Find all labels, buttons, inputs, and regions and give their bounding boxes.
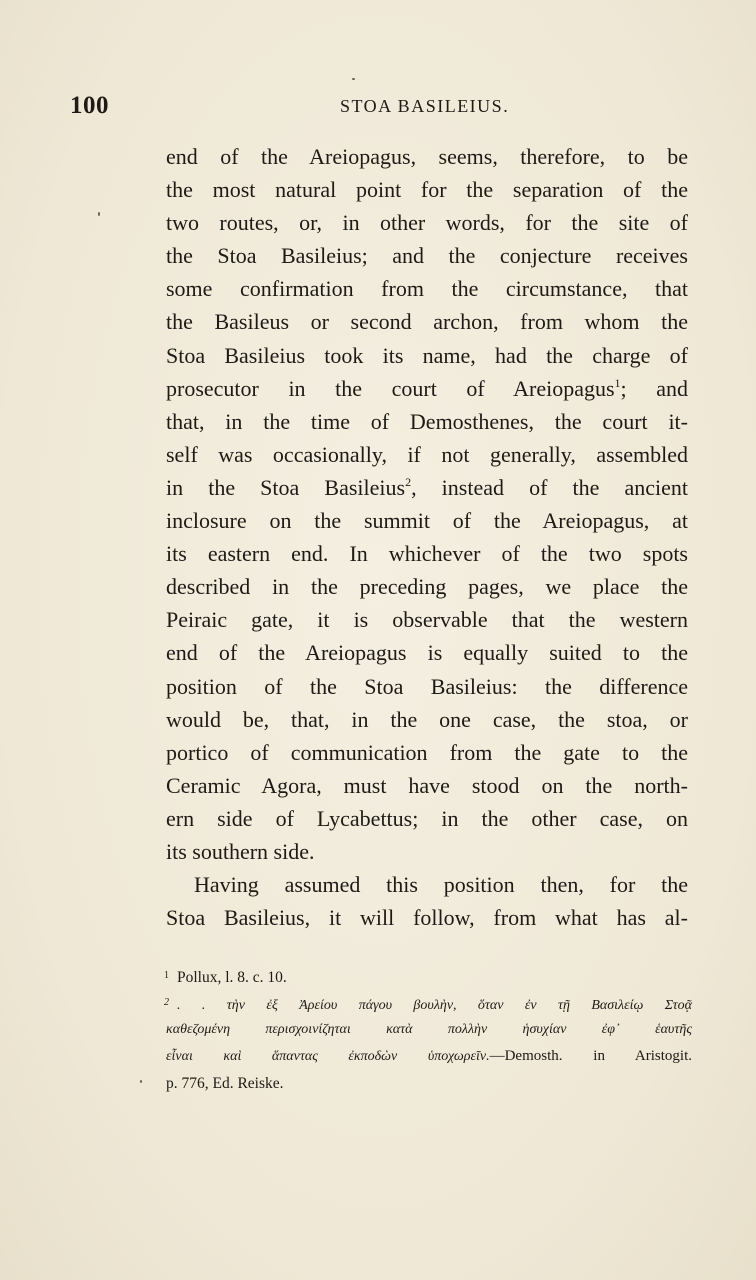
text-line: the most natural point for the separation of the: [166, 177, 688, 203]
text-line: inclosure on the summit of the Areiopagus, at: [166, 508, 688, 534]
text-line: portico of communication from the gate to the: [166, 739, 688, 765]
text-line: position of the Stoa Basileius: the difference: [166, 673, 688, 699]
footnote-text: Pollux, l. 8. c. 10.: [177, 969, 287, 986]
text-line: end of the Areiopagus, seems, therefore, to be: [166, 144, 688, 169]
text-line: self was occasionally, if not generally, assembled: [166, 441, 688, 467]
footnotes: [166, 962, 692, 1097]
footnote-reference-1: 1: [614, 375, 621, 390]
text-line: would be, that, in the one case, the stoa, or: [166, 706, 688, 732]
text-line: the Stoa Basileius; and the conjecture receives: [166, 243, 688, 269]
greek-quotation: καθεζομένη περισχοινίζηται κατὰ πολλὴν ἡσυχίαν ἐφ᾽ ἑαυτῆς: [166, 1022, 692, 1037]
text-line: some confirmation from the circumstance, that: [166, 276, 688, 302]
text-line: the Basileus or second archon, from whom the: [166, 309, 688, 335]
text-line: Stoa Basileius, it will follow, from what has al-: [166, 905, 688, 931]
text-line: Stoa Basileius took its name, had the charge of: [166, 342, 688, 368]
text-line: ern side of Lycabettus; in the other case, on: [166, 805, 688, 831]
paper-speck: [98, 212, 100, 216]
paragraph-first-line: Having assumed this position then, for the: [194, 872, 688, 898]
citation-edition: p. 776, Ed. Reiske.: [166, 1075, 284, 1092]
text-line: Peiraic gate, it is observable that the western: [166, 607, 688, 633]
main-text: [166, 140, 688, 934]
text-line: [166, 471, 688, 504]
greek-quotation: . . τὴν ἐξ Ἀρείου πάγου βουλὴν, ὅταν ἐν τῇ Βασιλείῳ Στοᾷ: [177, 998, 692, 1013]
text-line: [166, 372, 688, 405]
paper-speck: [352, 78, 355, 80]
footnote-reference-2: 2: [405, 474, 412, 489]
text-line: its southern side.: [166, 838, 315, 864]
page-number: 100: [70, 92, 109, 119]
greek-quotation: εἶναι καὶ ἅπαντας ἐκποδὼν ὑποχωρεῖν.: [166, 1049, 490, 1064]
footnote-2-line: [166, 1043, 692, 1070]
footnote-marker: 2: [164, 997, 169, 1008]
footnote-marker: 1: [164, 970, 169, 981]
text-line: its eastern end. In whichever of the two spots: [166, 541, 688, 567]
text-line: Ceramic Agora, must have stood on the north-: [166, 772, 688, 798]
text-segment: ; and: [620, 375, 688, 401]
text-segment: prosecutor in the court of Areiopagus: [166, 375, 615, 401]
text-line: that, in the time of Demosthenes, the court it-: [166, 408, 688, 434]
footnote-2-line: [166, 989, 692, 1016]
text-line: end of the Areiopagus is equally suited to the: [166, 640, 688, 666]
paper-speck: [140, 1080, 142, 1083]
page-header: [0, 92, 756, 126]
text-segment: in the Stoa Basileius: [166, 474, 406, 500]
text-segment: , instead of the ancient: [411, 474, 688, 500]
footnote-1: [166, 962, 692, 989]
text-line: described in the preceding pages, we place the: [166, 574, 688, 600]
running-head: STOA BASILEIUS.: [340, 96, 510, 116]
citation: —Demosth. in Aristogit.: [489, 1048, 693, 1064]
text-line: two routes, or, in other words, for the site of: [166, 210, 688, 236]
